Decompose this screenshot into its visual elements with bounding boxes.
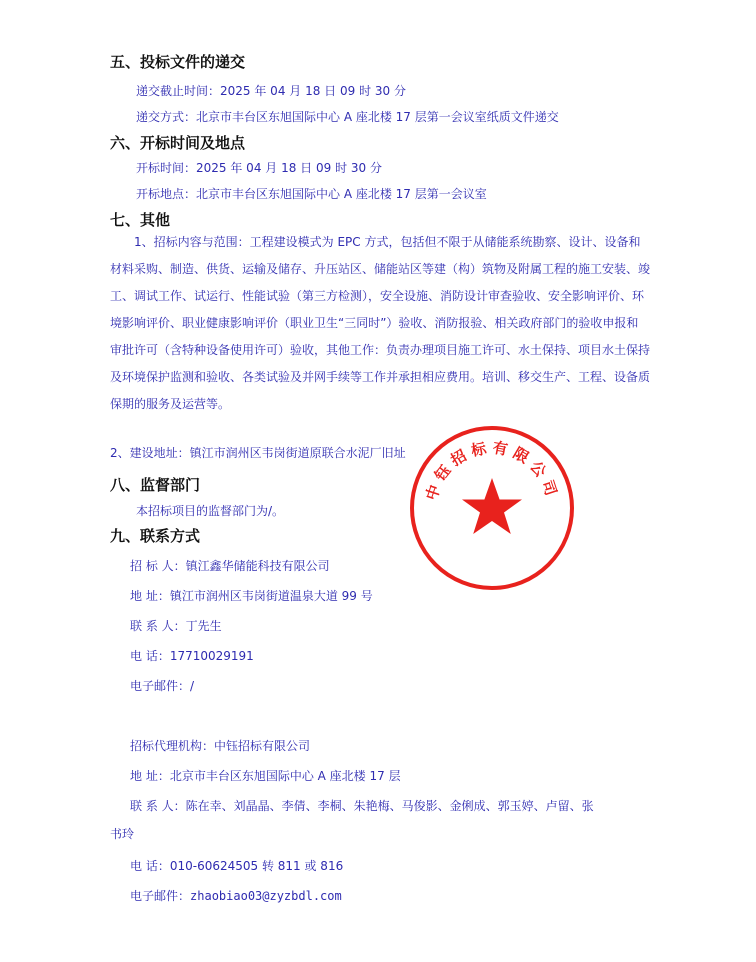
svg-text:中钰招标有限公司: 中钰招标有限公司 — [422, 438, 562, 503]
scope-paragraph — [110, 229, 650, 418]
agency-label: 地 址： — [130, 769, 170, 783]
method-label: 递交方式： — [136, 110, 197, 124]
agency-label: 电子邮件： — [130, 889, 191, 903]
section-7-title: 七、其他 — [110, 211, 171, 229]
section-5-title: 五、投标文件的递交 — [110, 53, 246, 71]
agency-value: 北京市丰台区东旭国际中心 A 座北楼 17 层 — [169, 769, 401, 783]
contact-value: 镇江市润州区韦岗街道温泉大道 99 号 — [169, 589, 373, 603]
open-place-label: 开标地点： — [136, 187, 197, 201]
open-time-value: 2025 年 04 月 18 日 09 时 30 分 — [196, 161, 382, 175]
deadline-value: 2025 年 04 月 18 日 09 时 30 分 — [220, 84, 406, 98]
contact-label: 地 址： — [130, 589, 170, 603]
deadline-label: 递交截止时间： — [136, 84, 221, 98]
agency-value: 010-60624505 转 811 或 816 — [169, 859, 344, 873]
seal-star-icon — [462, 478, 522, 534]
open-time-label: 开标时间： — [136, 161, 197, 175]
agency-label: 招标代理机构： — [130, 739, 215, 753]
agency-value: 陈在幸、刘晶晶、李倩、李桐、朱艳梅、马俊影、金俐成、郭玉婷、卢留、张 — [185, 799, 594, 813]
method-value: 北京市丰台区东旭国际中心 A 座北楼 17 层第一会议室纸质文件递交 — [196, 110, 559, 124]
contact-label: 联 系 人： — [130, 619, 186, 633]
company-seal — [408, 424, 576, 592]
agency-value: zhaobiao03@zyzbdl.com — [190, 889, 342, 903]
agency-label: 联 系 人： — [130, 799, 186, 813]
section-6-title: 六、开标时间及地点 — [110, 134, 246, 152]
contact-label: 电 话： — [130, 649, 170, 663]
section-9-title: 九、联系方式 — [110, 527, 201, 545]
deadline-row — [136, 82, 406, 99]
agency-row — [130, 797, 594, 814]
contact-label: 招 标 人： — [130, 559, 186, 573]
supervision-text: 本招标项目的监督部门为/。 — [136, 504, 285, 518]
agency-value: 中钰招标有限公司 — [214, 739, 311, 753]
contact-row — [130, 677, 194, 694]
contact-row — [130, 647, 254, 664]
contact-value: 17710029191 — [169, 649, 254, 663]
contact-row — [130, 617, 222, 634]
scope-text: 1、招标内容与范围：工程建设模式为 EPC 方式，包括但不限于从储能系统勘察、设计、设备和材料采购、制造、供货、运输及储存、升压站区、储能站区等建（构）筑物及附属工程的施工安装、竣工、调试工作、试运行、性能试验（第三方检测），安全设施、消防设计审查验收、安全影响评价、环境影响评价、职业健康影响评价（职业卫生“三同时”）验收、消防报验、相关政府部门的验收申报和审批许可（含特种设备使用许可）验收，其他工作：负责办理项目施工许可、水土保持、项目水土保持及环境保护监测和验收、各类试验及并网手续等工作并承担相应费用。培训、移交生产、工程、设备质保期的服务及运营等。 — [110, 235, 651, 411]
open-place-row — [136, 185, 487, 202]
agency-row — [130, 737, 310, 754]
agency-row — [130, 767, 401, 784]
agency-row — [130, 887, 342, 904]
contact-value: 镇江鑫华储能科技有限公司 — [185, 559, 330, 573]
agency-row — [130, 857, 343, 874]
contact-value: / — [190, 679, 195, 693]
open-time-row — [136, 159, 382, 176]
method-row — [136, 108, 559, 125]
agency-value: 书玲 — [110, 827, 135, 841]
open-place-value: 北京市丰台区东旭国际中心 A 座北楼 17 层第一会议室 — [196, 187, 487, 201]
agency-label: 电 话： — [130, 859, 170, 873]
section-8-title: 八、监督部门 — [110, 476, 201, 494]
contact-row — [130, 587, 373, 604]
contact-value: 丁先生 — [185, 619, 222, 633]
contact-row — [130, 557, 330, 574]
construction-address: 2、建设地址：镇江市润州区韦岗街道原联合水泥厂旧址 — [110, 446, 406, 460]
agency-row — [110, 825, 134, 842]
contact-label: 电子邮件： — [130, 679, 191, 693]
